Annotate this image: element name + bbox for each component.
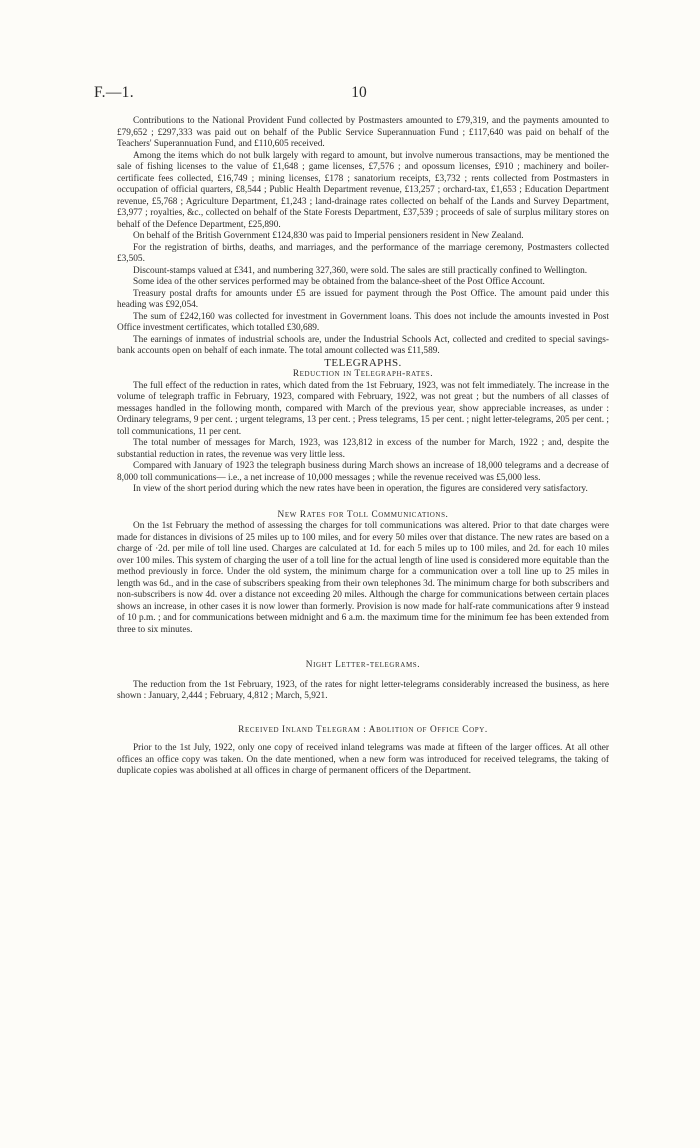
subheading-received-inland-telegram: Received Inland Telegram : Abolition of Office Copy. [238,724,488,735]
paragraph: The full effect of the reduction in rates, which dated from the 1st February, 1923, was not felt immediately. The increase in the volume of telegraph traffic in February, 1923, compared with February, 1922, was not great ; but the numbers of all classes of messages handled in the following month, compared with March of the previous year, show appreciable increases, as under : Ordinary telegrams, 9 per cent. ; urgent telegrams, 13 per cent. ; Press telegrams, 15 per cent. ; night letter-telegrams, 205 per cent. ; toll communications, 11 per cent. [117,380,609,437]
paragraph: Prior to the 1st July, 1922, only one copy of received inland telegrams was made at fifteen of the larger offices. At all other offices an office copy was taken. On the date mentioned, when a new form was introduced for received telegrams, the taking of duplicate copies was abolished at all offices in charge of permanent officers of the Department. [117,743,609,776]
paragraph: The reduction from the 1st February, 1923, of the rates for night letter-telegrams considerably increased the business, as here shown : January, 2,444 ; February, 4,812 ; March, 5,921. [117,679,609,701]
section-title-telegraphs: TELEGRAPHS. [324,356,402,369]
paragraph: Discount-stamps valued at £341, and numbering 327,360, were sold. The sales are still practically confined to Wellington. [133,265,588,276]
paragraph: For the registration of births, deaths, and marriages, and the performance of the marriage ceremony, Postmasters collected £3,505. [117,242,609,264]
paragraph: Contributions to the National Provident Fund collected by Postmasters amounted to £79,319, and the payments amounted to £79,652 ; £297,333 was paid out on behalf of the Public Service Superannuation Fund ; £117,640 was paid on behalf of the Teachers' Superannuation Fund, and £110,605 received. [117,116,609,149]
page-number: 10 [351,84,367,101]
paragraph: Some idea of the other services performed may be obtained from the balance-sheet of the Post Office Account. [133,277,545,287]
paragraph: The total number of messages for March, 1923, was 123,812 in excess of the number for March, 1922 ; and, despite the substantial reduction in rates, the revenue was very little less. [117,438,609,460]
page-header [94,84,620,106]
paragraph: Treasury postal drafts for amounts under £5 are issued for payment through the Post Office. The amount paid under this heading was £92,054. [117,288,609,310]
paragraph: On the 1st February the method of assessing the charges for toll communications was altered. Prior to that date charges were made for distances in divisions of 25 miles up to 100 miles, and for every 50 miles over that distance. The new rates are based on a charge of ·2d. per mile of toll line used. Charges are calculated at 1d. for each 5 miles up to 100 miles, and 2d. for each 10 miles over 100 miles. This system of charging the user of a toll line for the actual length of line used is considered more equitable than the method previously in force. Under the old system, the minimum charge for a communication over a toll line up to 25 miles in length was 6d., and in the case of subscribers speaking from their own telephones 3d. The minimum charge for both subscribers and non-subscribers is now 4d. over a distance not exceeding 20 miles. Although the charge for communications between certain places shows an increase, in other cases it is now lower than formerly. Provision is now made for half-rate communications after 9 instead of 10 p.m. ; and for communications between midnight and 6 a.m. the maximum time for the minimum fee has been extended from three to six minutes. [117,521,609,635]
subheading-night-letter-telegrams: Night Letter-telegrams. [305,660,421,670]
paragraph: The sum of £242,160 was collected for investment in Government loans. This does not include the amounts invested in Post Office investment certificates, which totalled £30,689. [117,311,609,333]
paragraph: Compared with January of 1923 the telegraph business during March shows an increase of 18,000 telegrams and a decrease of 8,000 toll communications— i.e., a net increase of 10,000 messages ; while the revenue received was £5,000 less. [117,461,609,483]
paragraph: The earnings of inmates of industrial schools are, under the Industrial Schools Act, collected and credited to special savings-bank accounts open on behalf of each inmate. The total amount collected was £11,589. [117,334,609,356]
paragraph: Among the items which do not bulk largely with regard to amount, but involve numerous transactions, may be mentioned the sale of fishing licenses to the value of £1,648 ; game licenses, £7,576 ; and opossum licenses, £910 ; machinery and boiler-certificate fees collected, £16,749 ; mining licenses, £178 ; sanatorium receipts, £3,732 ; rents collected from Postmasters in occupation of official quarters, £8,544 ; Public Health Department revenue, £13,257 ; orchard-tax, £1,653 ; Education Department revenue, £5,768 ; Agriculture Department, £1,243 ; land-drainage rates collected on behalf of the Lands and Survey Department, £3,977 ; royalties, &c., collected on behalf of the State Forests Department, £37,539 ; proceeds of sale of surplus military stores on behalf of the Defence Department, £25,890. [117,150,609,230]
subheading-toll-communications: New Rates for Toll Communications. [277,509,449,520]
paragraph: In view of the short period during which the new rates have been in operation, the figures are considered very satisfactory. [133,484,588,494]
paragraph: On behalf of the British Government £124,830 was paid to Imperial pensioners resident in New Zealand. [133,231,524,241]
subheading-reduction-rates: Reduction in Telegraph-rates. [292,369,434,379]
document-reference: F.—1. [94,84,134,101]
page-body [117,116,609,778]
